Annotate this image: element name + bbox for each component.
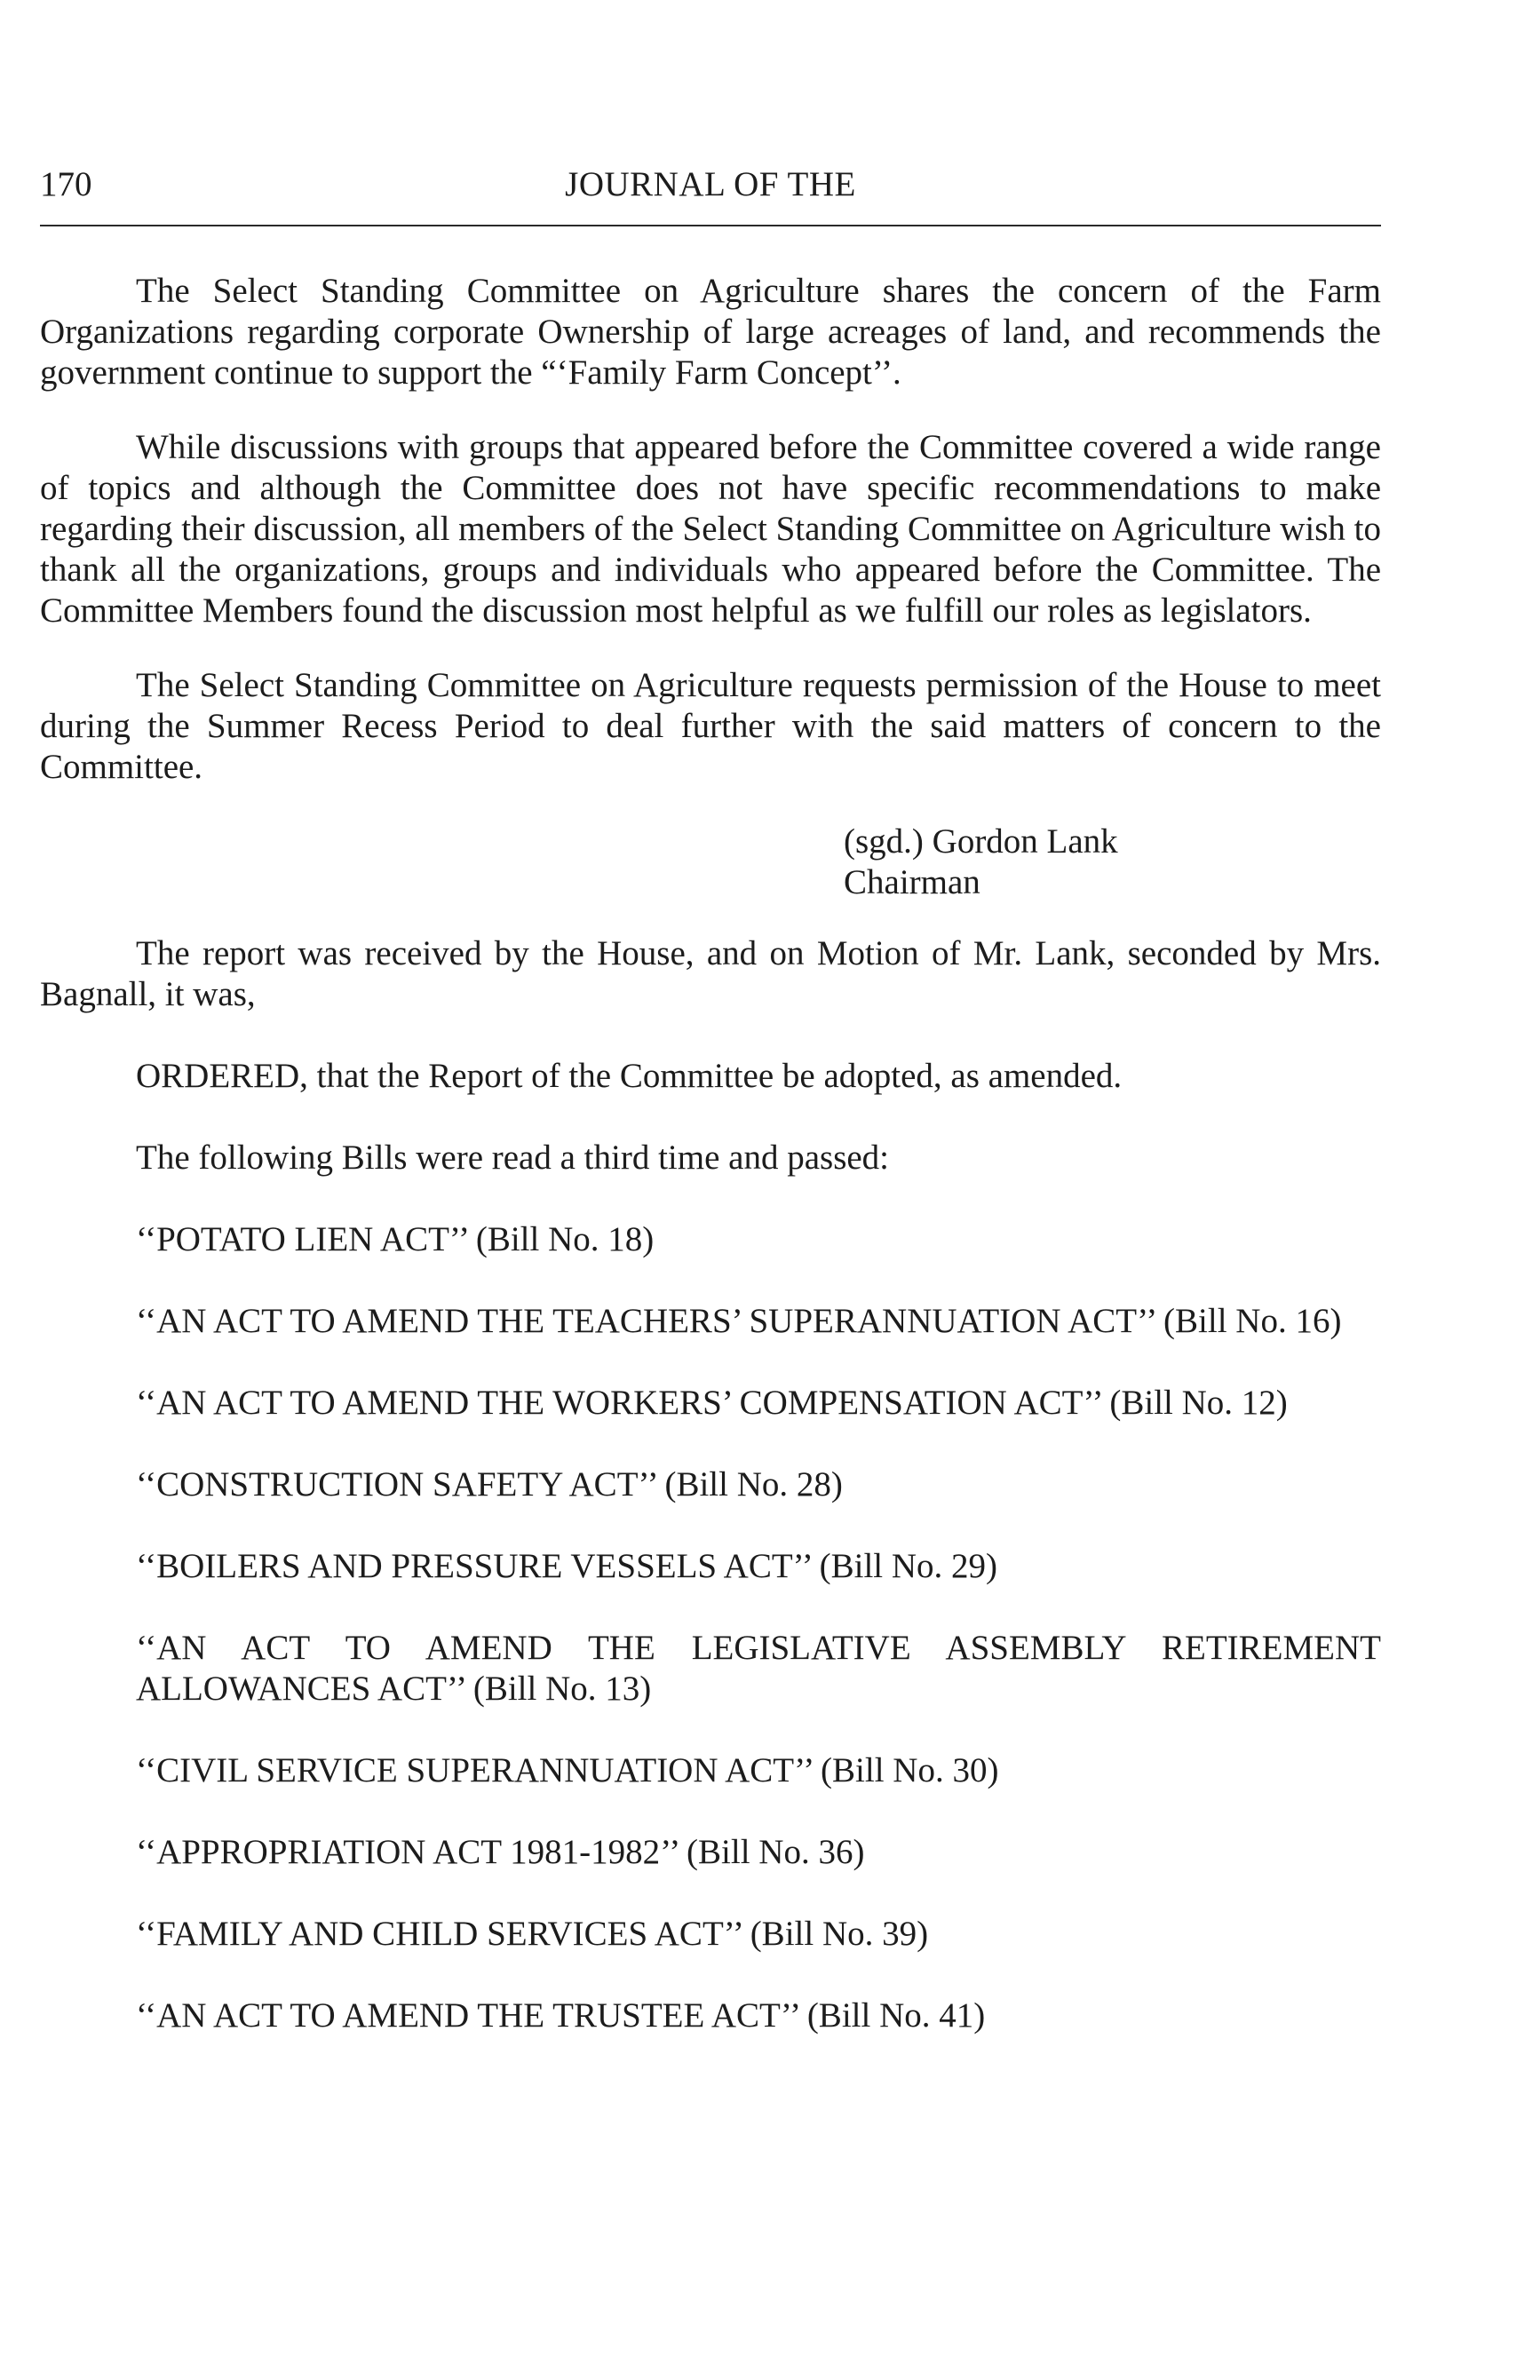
bills-intro: The following Bills were read a third time and passed: <box>136 1138 890 1177</box>
signature-name: (sgd.) Gordon Lank <box>844 822 1118 861</box>
bill-item: ‘‘BOILERS AND PRESSURE VESSELS ACT’’ (Bill No. 29) <box>136 1547 998 1585</box>
paragraph-discussions: While discussions with groups that appeared before the Committee covered a wide range of topics and although the Committee does not have specific recommendations to make regarding their discussion, all members of the Select Standing Committee on Agriculture wish to thank all the organizations, groups and individuals who appeared before the Committee. The Committee Members found the discussion most helpful as we fulfill our roles as legislators. <box>40 428 1381 630</box>
bill-item: ‘‘CIVIL SERVICE SUPERANNUATION ACT’’ (Bill No. 30) <box>136 1751 999 1789</box>
report-received-text: The report was received by the House, and on Motion of Mr. Lank, seconded by Mrs. Bagnall, it was, <box>40 934 1381 1013</box>
bill-item: ‘‘POTATO LIEN ACT’’ (Bill No. 18) <box>136 1220 655 1258</box>
signature-title: Chairman <box>844 863 980 901</box>
signature-block <box>844 821 1381 903</box>
bills-list <box>40 1219 1381 2036</box>
bill-item: ‘‘AN ACT TO AMEND THE TEACHERS’ SUPERANNUATION ACT’’ (Bill No. 16) <box>136 1302 1342 1340</box>
bill-item: ‘‘AN ACT TO AMEND THE WORKERS’ COMPENSATION ACT’’ (Bill No. 12) <box>136 1384 1288 1422</box>
header-divider <box>40 225 1381 226</box>
running-title: JOURNAL OF THE <box>565 165 856 203</box>
bill-item: ‘‘AN ACT TO AMEND THE LEGISLATIVE ASSEMBLY RETIREMENT ALLOWANCES ACT’’ (Bill No. 13) <box>136 1629 1381 1708</box>
page-header <box>40 164 1381 209</box>
bill-item: ‘‘FAMILY AND CHILD SERVICES ACT’’ (Bill No. 39) <box>136 1915 929 1953</box>
paragraph-family-farm: The Select Standing Committee on Agriculture shares the concern of the Farm Organizations regarding corporate Ownership of large acreages of land, and recommends the government continue to support the “‘Family Farm Concept’’. <box>40 272 1381 392</box>
page-number: 170 <box>40 165 92 203</box>
ordered-resolution: ORDERED, that the Report of the Committee be adopted, as amended. <box>136 1057 1123 1095</box>
bill-item: ‘‘APPROPRIATION ACT 1981-1982’’ (Bill No. 36) <box>136 1833 865 1871</box>
bill-item: ‘‘CONSTRUCTION SAFETY ACT’’ (Bill No. 28) <box>136 1465 843 1503</box>
page-body <box>40 271 1381 2036</box>
bill-item: ‘‘AN ACT TO AMEND THE TRUSTEE ACT’’ (Bill No. 41) <box>136 1996 986 2035</box>
paragraph-recess-request: The Select Standing Committee on Agriculture requests permission of the House to meet during the Summer Recess Period to deal further with the said matters of concern to the Committee. <box>40 666 1381 786</box>
